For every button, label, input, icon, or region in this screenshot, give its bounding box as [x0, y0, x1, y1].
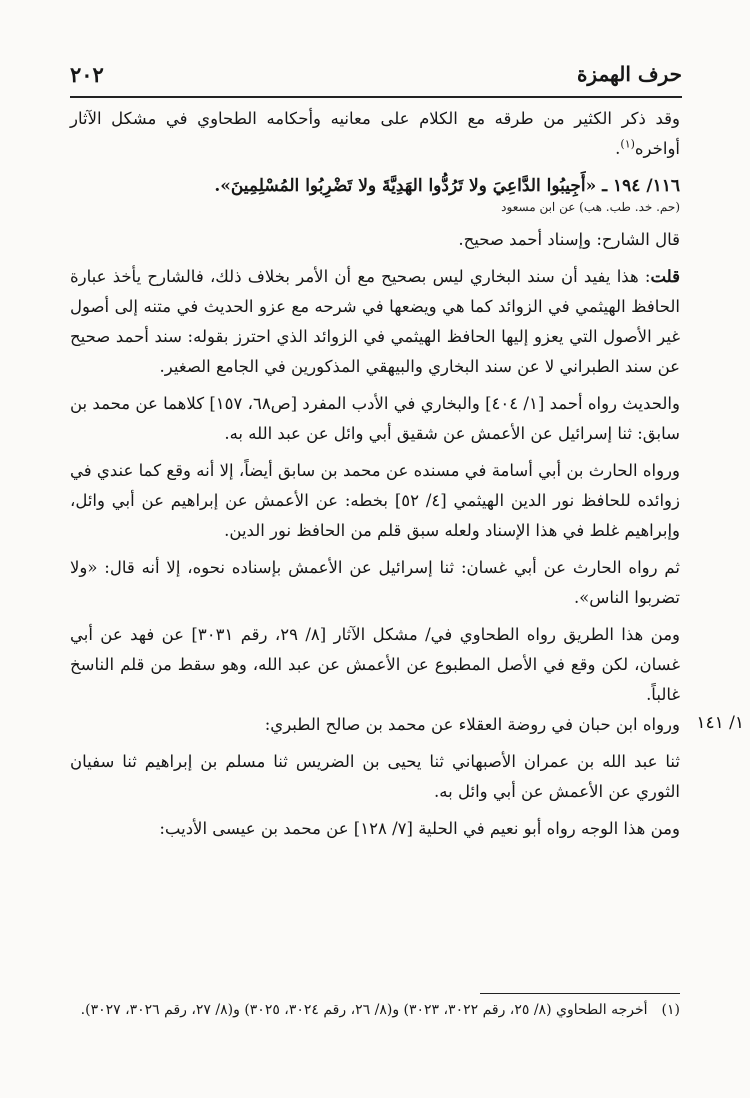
- chapter-title: حرف الهمزة: [576, 62, 682, 86]
- paragraph-intro: وقد ذكر الكثير من طرقه مع الكلام على معانيه وأحكامه الطحاوي في مشكل الآثار أواخره$^{(١)}$.: [70, 109, 680, 158]
- page-number: ٢٠٢: [70, 62, 104, 87]
- footnote-divider: [480, 993, 680, 994]
- paragraph-abu-ghassan: ثم رواه الحارث عن أبي غسان: ثنا إسرائيل عن الأعمش بإسناده نحوه، إلا أنه قال: «ولا تضربوا الناس».: [70, 558, 680, 607]
- paragraph-harith: ورواه الحارث بن أبي أسامة في مسنده عن محمد بن سابق أيضاً، إلا أنه وقع كما عندي في زوائده للحافظ نور الدين الهيثمي [٤/ ٥٢] بخطه: عن الأعمش عن إبراهيم عن أبي وائل، وإبراهيم غلط في هذا الإسناد ولعله سبق قلم من الحافظ نور الدين.: [70, 461, 680, 540]
- page-body: [70, 104, 680, 844]
- paragraph-tahawi: ومن هذا الطريق رواه الطحاوي في/ مشكل الآثار [٨/ ٢٩، رقم ٣٠٣١] عن فهد عن أبي غسان، لكن وقع في الأصل المطبوع عن الأعمش عن عبد الله، وهو سقط من قلم الناسخ غالباً.: [70, 625, 681, 704]
- hadith-text: ١١٦/ ١٩٤ ـ «أَجِيبُوا الدَّاعِيَ ولا تَرُدُّوا الهَدِيَّةَ ولا تَضْرِبُوا المُسْلِمِينَ».: [214, 176, 680, 196]
- page-header: [70, 62, 682, 92]
- paragraph-abu-nuaym: ومن هذا الوجه رواه أبو نعيم في الحلية [٧/ ١٢٨] عن محمد بن عيسى الأديب:: [159, 819, 680, 838]
- paragraph-ahmad: والحديث رواه أحمد [١/ ٤٠٤] والبخاري في الأدب المفرد [ص٦٨، ١٥٧] كلاهما عن محمد بن سابق: ثنا إسرائيل عن الأعمش عن شقيق أبي وائل عن عبد الله به.: [70, 394, 680, 443]
- paragraph-qult: قلت: هذا يفيد أن سند البخاري ليس بصحيح مع أن الأمر بخلاف ذلك، فالشارح يأخذ عبارة الحافظ الهيثمي في الزوائد كما هي ويضعها في شرحه مع عزو الحديث في متنه إلى أصول غير الأصول التي يعزو إليها الحافظ الهيثمي في الزوائد الذي احترز بقوله: سند أحمد صحيح عن سند الطبراني لا عن سند البخاري والبيهقي المذكورين في الجامع الصغير.: [70, 267, 680, 376]
- hadith-source: (حم. خد. طب. هب) عن ابن مسعود: [501, 200, 680, 214]
- paragraph-ibn-hibban: ورواه ابن حبان في روضة العقلاء عن محمد بن صالح الطبري:: [264, 715, 680, 734]
- qult-label: قلت: [650, 267, 680, 286]
- paragraph-commentator: قال الشارح: وإسناد أحمد صحيح.: [458, 230, 680, 249]
- footnote-number: (١): [661, 1002, 680, 1018]
- footnote-text: أخرجه الطحاوي (٨/ ٢٥، رقم ٣٠٢٢، ٣٠٢٣) و(٨/ ٢٦، رقم ٣٠٢٤، ٣٠٢٥) و(٨/ ٢٧، رقم ٣٠٢٦، ٣٠٢٧).: [80, 1002, 648, 1018]
- paragraph-isnad: ثنا عبد الله بن عمران الأصبهاني ثنا يحيى بن الضريس ثنا مسلم بن إبراهيم ثنا سفيان الثوري عن الأعمش عن أبي وائل به.: [70, 752, 680, 801]
- footnote-reference[interactable]: (١): [620, 137, 635, 151]
- margin-page-reference: ١/ ١٤١: [696, 713, 744, 733]
- footnote: [70, 998, 680, 1022]
- header-divider: [70, 96, 682, 98]
